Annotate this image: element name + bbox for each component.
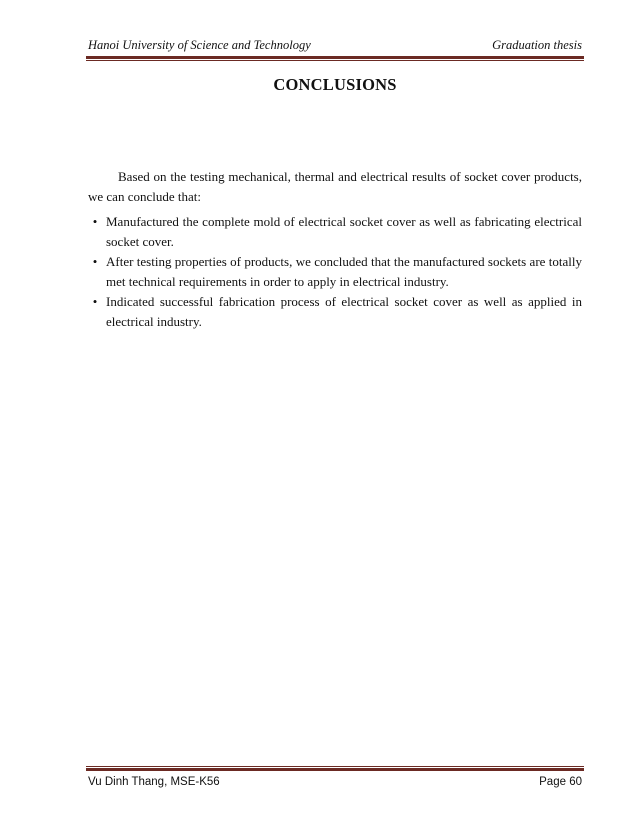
body-content [88,167,582,332]
bullet-icon: • [92,254,98,269]
footer-divider-thin [86,766,584,767]
page-title: CONCLUSIONS [273,75,397,94]
page-number: Page 60 [539,776,582,788]
footer-author: Vu Dinh Thang, MSE-K56 [88,776,220,788]
header-divider [86,56,584,59]
bullet-icon: • [92,214,98,229]
conclusion-list [88,212,582,332]
list-item-text: Indicated successful fabrication process of electrical socket cover as well as applied in electrical industry. [106,294,582,329]
page-footer [88,774,582,790]
header-document-type: Graduation thesis [492,38,582,52]
list-item [88,292,582,332]
list-item-text: After testing properties of products, we concluded that the manufactured sockets are totally met technical requirements in order to apply in electrical industry. [106,254,582,289]
list-item-text: Manufactured the complete mold of electrical socket cover as well as fabricating electrical socket cover. [106,214,582,249]
list-item [88,212,582,252]
footer-divider [86,768,584,771]
bullet-icon: • [92,294,98,309]
page-header [88,36,582,54]
intro-paragraph: Based on the testing mechanical, thermal and electrical results of socket cover products, we can conclude that: [88,169,582,204]
header-institution: Hanoi University of Science and Technology [88,38,311,52]
header-divider-thin [86,60,584,61]
list-item [88,252,582,292]
